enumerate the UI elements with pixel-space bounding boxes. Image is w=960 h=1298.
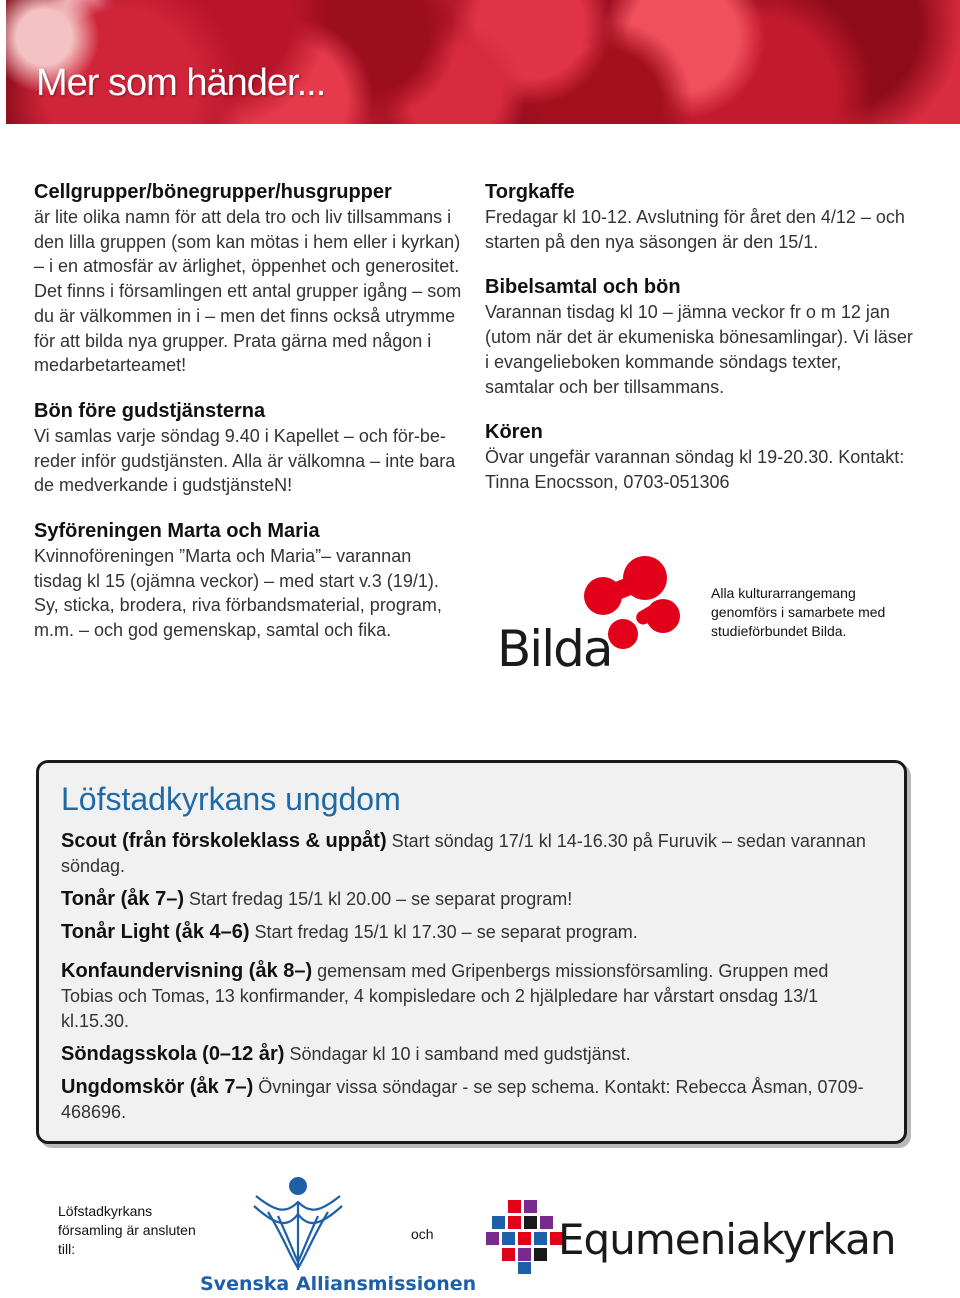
section-title: Bön före gudstjänsterna: [34, 399, 266, 422]
youth-box: [36, 760, 907, 1144]
youth-item-lead: Konfaundervisning (åk 8–): [61, 960, 313, 982]
youth-item-text: Start fredag 15/1 kl 20.00 – se separat program!: [184, 889, 573, 909]
affiliation-note: Löfstadkyrkans församling är ansluten till:: [58, 1203, 196, 1257]
section-bon: [34, 399, 464, 498]
section-title: Kören: [485, 421, 543, 444]
section-body: Fredagar kl 10-12. Avslutning för året den 4/12 – och starten på den nya säsongen är den 15/1.: [485, 207, 905, 252]
youth-item-text: gemensam med Gripenbergs missionsförsamling. Gruppen med Tobias och Tomas, 13 konfirmander, 4 kompisledare och 2 hjälpledare har vårstart onsdag 13/1 kl.15.30.: [61, 961, 829, 1031]
section-body: Övar ungefär varannan söndag kl 19-20.30. Kontakt: Tinna Enocsson, 0703-051306: [485, 447, 905, 492]
youth-item-lead: Tonår (åk 7–): [61, 888, 184, 910]
youth-item-konfa: [61, 959, 882, 1034]
section-bibelsamtal: [485, 275, 915, 399]
youth-item-text: Start söndag 17/1 kl 14-16.30 på Furuvik – sedan varannan söndag.: [61, 831, 866, 876]
section-title: Torgkaffe: [485, 181, 575, 203]
section-cellgrupper: [34, 180, 464, 378]
equmeniakyrkan-mark: [486, 1200, 563, 1274]
alliansmissionen-mark: [254, 1177, 342, 1270]
youth-item-lead: Söndagsskola (0–12 år): [61, 1043, 285, 1065]
left-column: [34, 180, 464, 664]
section-body: är lite olika namn för att dela tro och liv tillsammans i den lilla gruppen (som kan mötas i hem eller i kyrkan) – i en atmosfär av ärlighet, öppenhet och generositet. Det finns i församlingen ett antal grupper igång – som du är välkommen in i – men det finns också utrymme för att bilda nya grupper. Prata gärna med någon i medarbetarteamet!: [34, 207, 462, 376]
equmeniakyrkan-logo-text: Equmeniakyrkan: [558, 1215, 896, 1264]
right-column: [485, 180, 915, 516]
bilda-note: Alla kulturarrangemang genomförs i samarbete med studieförbundet Bilda.: [711, 585, 886, 639]
equmeniakyrkan-logo: [484, 1196, 904, 1276]
alliansmissionen-logo-text: Svenska Alliansmissionen: [200, 1273, 477, 1295]
section-title: Cellgrupper/bönegrupper/husgrupper: [34, 181, 392, 203]
section-syforeningen: [34, 519, 464, 643]
bilda-logo: [495, 548, 695, 678]
section-body: Kvinnoföreningen ”Marta och Maria”– varannan tisdag kl 15 (ojämna veckor) – med start v.3 (19/1). Sy, sticka, brodera, riva förbandsmaterial, program, m.m. – och god gemenskap, samtal och fika.: [34, 546, 442, 641]
youth-item-text: Start fredag 15/1 kl 17.30 – se separat program.: [249, 922, 638, 942]
section-title: Syföreningen Marta och Maria: [34, 520, 320, 543]
youth-item-text: Söndagar kl 10 i samband med gudstjänst.: [284, 1044, 631, 1064]
header-banner: [6, 0, 960, 124]
youth-item-ungdomskor: [61, 1075, 882, 1125]
youth-item-text: Övningar vissa söndagar - se sep schema. Kontakt: Rebecca Åsman, 0709-468696.: [61, 1077, 864, 1122]
youth-item-lead: Tonår Light (åk 4–6): [61, 921, 250, 943]
section-torgkaffe: [485, 180, 915, 254]
youth-item-tonar: [61, 887, 882, 912]
page-title: Mer som händer...: [36, 62, 326, 104]
youth-item-scout: [61, 829, 882, 879]
section-koren: [485, 420, 915, 494]
bilda-logo-text: Bilda: [497, 620, 612, 678]
and-text: och: [411, 1226, 434, 1242]
youth-item-lead: Ungdomskör (åk 7–): [61, 1076, 254, 1098]
section-body: Vi samlas varje söndag 9.40 i Kapellet – och för-be-reder inför gudstjänsten. Alla är välkomna – inte bara de medverkande i gudstjänsteN!: [34, 425, 456, 496]
youth-item-tonar-light: [61, 920, 882, 945]
section-body: Varannan tisdag kl 10 – jämna veckor fr o m 12 jan (utom när det är ekumeniska bönesamlingar). Vi läser i evangelieboken kommande söndags texter, samtalar och ber tillsammans.: [485, 302, 913, 397]
youth-item-sondagsskola: [61, 1042, 882, 1067]
youth-title: Löfstadkyrkans ungdom: [61, 781, 401, 817]
alliansmissionen-logo: [198, 1172, 477, 1297]
section-title: Bibelsamtal och bön: [485, 276, 681, 299]
youth-item-lead: Scout (från förskoleklass & uppåt): [61, 830, 387, 852]
